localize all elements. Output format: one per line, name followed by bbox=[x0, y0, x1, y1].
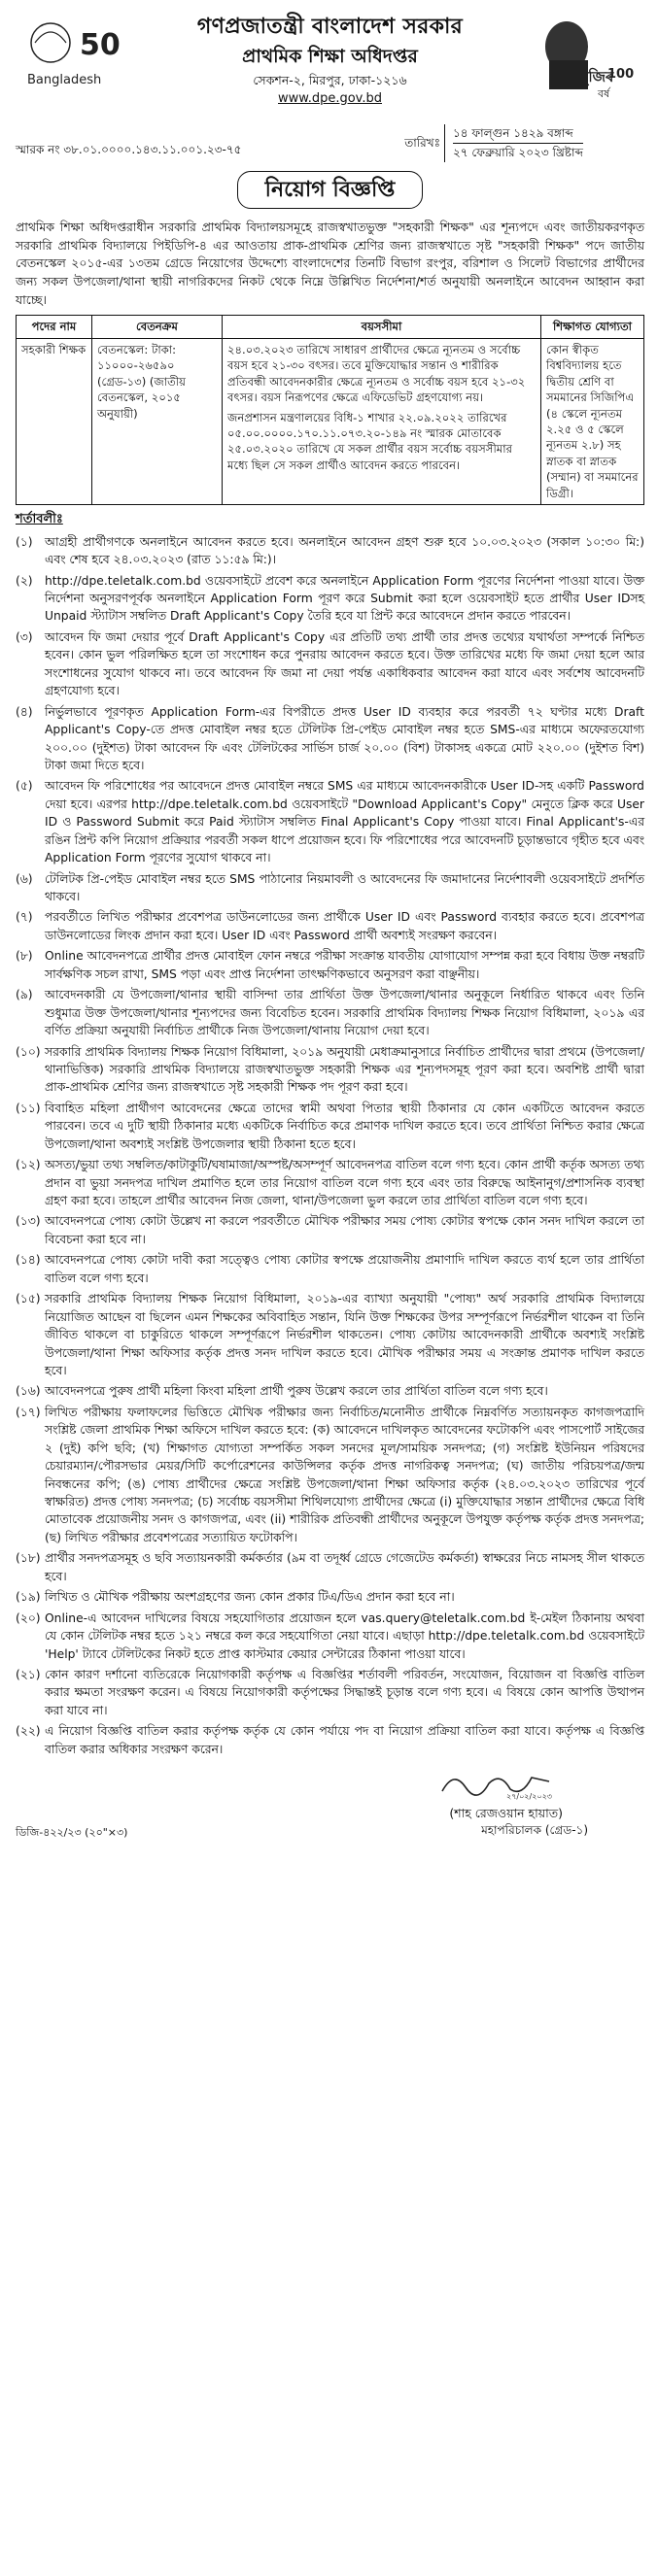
table-header: শিক্ষাগত যোগ্যতা bbox=[541, 316, 644, 338]
posts-table bbox=[16, 315, 644, 505]
condition-item bbox=[16, 1382, 644, 1400]
table-header: পদের নাম bbox=[17, 316, 92, 338]
condition-item bbox=[16, 1290, 644, 1379]
table-row bbox=[17, 338, 644, 505]
condition-text: আবেদন ফি পরিশোধের পর আবেদনে প্রদত্ত মোবাইল নম্বরে SMS এর মাধ্যমে আবেদনকারীকে User ID-সহ একটি Password দেয়া হবে। এরপর http://dpe.teletalk.com.bd ওয়েবসাইটে "Download Applicant's Copy" মেনুতে ক্লিক করে User ID ও Password Submit করে Paid স্ট্যাটাস সম্বলিত Final Applicant's Copy পাওয়া যাবে। Final Applicant's-এর রঙিন প্রিন্ট কপি নিয়োগ প্রক্রিয়ার পরবর্তী সকল ধাপে প্রয়োজন হবে। ফি পরিশোধের পরে আবেদনটি চূড়ান্তভাবে গৃহীত হবে এবং Application Form পূরণের সুযোগ থাকবে না। bbox=[45, 779, 644, 865]
condition-item bbox=[16, 1610, 644, 1663]
condition-number: (৫) bbox=[16, 779, 33, 794]
header bbox=[16, 10, 644, 124]
condition-number: (১৯) bbox=[16, 1590, 41, 1605]
pay-scale-cell: বেতনস্কেল: টাকা: ১১০০০-২৬৫৯০ (গ্রেড-১৩) (জাতীয় বেতনস্কেল, ২০১৫ অনুযায়ী) bbox=[92, 338, 223, 505]
condition-text: Online আবেদনপত্রে প্রার্থীর প্রদত্ত মোবাইল ফোন নম্বরে পরীক্ষা সংক্রান্ত যাবতীয় যোগাযোগ সম্পন্ন করা হবে বিধায় উক্ত নম্বরটি সার্বক্ষণিক সচল রাখা, SMS পড়া এবং প্রাপ্ত নির্দেশনা তাৎক্ষণিকভাবে অনুসরণ করা বাঞ্ছনীয়। bbox=[45, 949, 644, 981]
condition-number: (২১) bbox=[16, 1667, 41, 1681]
memo-number: স্মারক নং ৩৮.০১.০০০০.১৪৩.১১.০০১.২৩-৭৫ bbox=[16, 143, 242, 156]
mujib-borsho-logo-icon bbox=[526, 10, 641, 107]
dept-address: সেকশন-২, মিরপুর, ঢাকা-১২১৬ bbox=[253, 73, 407, 88]
condition-text: প্রার্থীর সনদপত্রসমূহ ও ছবি সত্যায়নকারী কর্মকর্তার (৯ম বা তদূর্ধ্ব গ্রেডে গেজেটেড কর্মকর্তা) স্বাক্ষরের নিচে নামসহ সীল থাকতে হবে। bbox=[45, 1551, 644, 1583]
condition-number: (১৪) bbox=[16, 1253, 41, 1268]
condition-number: (৭) bbox=[16, 910, 33, 925]
condition-text: কোন কারণ দর্শানো ব্যতিরেকে নিয়োগকারী কর্তৃপক্ষ এ বিজ্ঞপ্তির শর্তাবলী পরিবর্তন, সংযোজন, বিয়োজন বা বিজ্ঞপ্তি বাতিল করার ক্ষমতা সংরক্ষণ করেন। এ বিষয়ে নিয়োগকারী কর্তৃপক্ষের সিদ্ধান্তই চূড়ান্ত বলে গণ্য হবে। এ বিষয়ে কোন আপত্তি উত্থাপন করা যাবে না। bbox=[45, 1667, 644, 1717]
condition-text: নির্ভুলভাবে পূরণকৃত Application Form-এর বিপরীতে প্রদত্ত User ID ব্যবহার করে পরবর্তী ৭২ ঘণ্টার মধ্যে Draft Applicant's Copy-তে প্রদত্ত মোবাইল নম্বর হতে টেলিটক প্রি-পেইড মোবাইল নম্বর হতে SMS-এর মাধ্যমে অফেরতযোগ্য ২০০.০০ (দুইশত) টাকা আবেদন ফি এবং টেলিটকের সার্ভিস চার্জ ২০.০০ (বিশ) টাকাসহ একত্রে মোট ২২০.০০ (দুইশত বিশ) টাকা জমা দিতে হবে। bbox=[45, 704, 644, 772]
condition-text: আবেদনপত্রে পোষ্য কোটা দাবী করা সত্ত্বেও পোষ্য কোটার স্বপক্ষে প্রয়োজনীয় প্রমাণাদি দাখিল করতে ব্যর্থ হলে তার প্রার্থিতা বাতিল বলে গণ্য হবে। bbox=[45, 1253, 644, 1285]
logo-right-text: মুজিব bbox=[580, 68, 614, 85]
condition-item bbox=[16, 947, 644, 983]
condition-number: (২) bbox=[16, 573, 33, 588]
condition-item bbox=[16, 1722, 644, 1758]
date-bangla: ১৪ ফাল্গুন ১৪২৯ বঙ্গাব্দ bbox=[453, 124, 583, 144]
condition-item bbox=[16, 1212, 644, 1248]
condition-text: সরকারি প্রাথমিক বিদ্যালয় শিক্ষক নিয়োগ বিধিমালা, ২০১৯-এর ব্যাখ্যা অনুযায়ী "পোষ্য" অর্থ সরকারি প্রাথমিক বিদ্যালয়ে নিয়োজিত আছেন বা ছিলেন এমন শিক্ষকের অবিবাহিত সন্তান, যিনি উক্ত শিক্ষকের উপর সম্পূর্ণরূপে নির্ভরশীল থাকেন বা তিনি জীবিত থাকলে বা চাকুরিতে থাকলে সম্পূর্ণরূপে নির্ভরশীল থাকতেন। পোষ্য কোটায় আবেদনকারী প্রার্থীকে অবশ্যই সংশ্লিষ্ট উপজেলা/থানা শিক্ষা অফিসার কর্তৃক প্রদত্ত সনদ দাখিল করতে হবে। মৌখিক পরীক্ষার সময় এ সংক্রান্ত প্রমাণক দাখিল করতে হবে। bbox=[45, 1292, 644, 1377]
condition-number: (৯) bbox=[16, 988, 33, 1002]
table-header: বয়সসীমা bbox=[223, 316, 541, 338]
condition-number: (২০) bbox=[16, 1610, 41, 1625]
condition-number: (১৬) bbox=[16, 1384, 41, 1399]
reference-row bbox=[16, 124, 644, 167]
condition-text: সরকারি প্রাথমিক বিদ্যালয় শিক্ষক নিয়োগ বিধিমালা, ২০১৯ অনুযায়ী মেধাক্রমানুসারে নির্বাচিত প্রার্থীদের দ্বারা প্রথমে (উপজেলা/থানাভিত্তিক) সরকারি প্রাথমিক বিদ্যালয়ে রাজস্বখাতভুক্ত সহকারী শিক্ষক এর শূন্যপদসমূহ পূরণ করা হবে। অবশিষ্ট প্রার্থী দ্বারা প্রাক-প্রাথমিক শ্রেণির জন্য রাজস্বখাতে সৃষ্ট সহকারী শিক্ষক পদ পূরণ করা হবে। bbox=[45, 1044, 644, 1095]
condition-item bbox=[16, 1666, 644, 1719]
table-header: বেতনক্রম bbox=[92, 316, 223, 338]
education-cell: কোন স্বীকৃত বিশ্ববিদ্যালয় হতে দ্বিতীয় শ্রেণি বা সমমানের সিজিপিএ (৪ স্কেলে ন্যূনতম ২.২৫ ও ৫ স্কেলে ন্যূনতম ২.৮) সহ স্নাতক বা স্নাতক (সম্মান) বা সমমানের ডিগ্রী। bbox=[541, 338, 644, 505]
govt-title-block bbox=[152, 12, 508, 108]
condition-item bbox=[16, 1251, 644, 1287]
condition-item bbox=[16, 1404, 644, 1547]
signature-date: ২৭/০২/২০২৩ bbox=[506, 1792, 553, 1802]
condition-number: (১১) bbox=[16, 1101, 41, 1115]
condition-number: (১২) bbox=[16, 1158, 41, 1172]
age-limit-exception: জনপ্রশাসন মন্ত্রণালয়ের বিধি-১ শাখার ২২.০৯.২০২২ তারিখের ০৫.০০.০০০০.১৭০.১১.০৭৩.২০-১৪৯ নং স্মারক মোতাবেক ২৫.০৩.২০২০ তারিখে যে সকল প্রার্থীর বয়স সর্বোচ্চ বয়সসীমার মধ্যে ছিল সে সকল প্রার্থীও আবেদন করতে পারবেন। bbox=[227, 410, 512, 472]
condition-item bbox=[16, 986, 644, 1039]
condition-number: (৬) bbox=[16, 871, 33, 886]
condition-number: (১০) bbox=[16, 1044, 41, 1059]
signature-icon bbox=[438, 1764, 555, 1803]
condition-number: (১৭) bbox=[16, 1405, 41, 1419]
condition-item bbox=[16, 1588, 644, 1606]
condition-number: (১৩) bbox=[16, 1214, 41, 1229]
condition-text: http://dpe.teletalk.com.bd ওয়েবসাইটে প্রবেশ করে অনলাইনে Application Form পূরণের নির্দেশনা পাওয়া যাবে। উক্ত নির্দেশনা অনুসরণপূর্বক অনলাইনে Application Form পূরণ করে Submit করা হলে ওয়েবসাইট হতে প্রার্থীর User IDসহ Unpaid স্ট্যাটাস সম্বলিত Draft Applicant's Copy তৈরি হবে যা প্রিন্ট করে আবেদনে প্রদান করতে পারবেন। bbox=[45, 573, 644, 624]
condition-item bbox=[16, 1043, 644, 1097]
condition-text: বিবাহিত মহিলা প্রার্থীগণ আবেদনের ক্ষেত্রে তাদের স্বামী অথবা পিতার স্থায়ী ঠিকানার যে কোন একটিতে আবেদন করতে পারবেন। তবে এ দুটি স্থায়ী ঠিকানার মধ্যে একটিকে নির্বাচিত করে প্রমাণক দাখিল করতে হবে। তবে প্রার্থিতা নিশ্চিত করার ক্ষেত্রে উপজেলা/থানা অবশ্যই সংশ্লিষ্ট উপজেলার স্থায়ী ঠিকানা হতে হবে। bbox=[45, 1101, 644, 1151]
condition-text: এ নিয়োগ বিজ্ঞপ্তি বাতিল করার কর্তৃপক্ষ কর্তৃক যে কোন পর্যায়ে পদ বা নিয়োগ প্রক্রিয়া বাতিল করা যাবে। কর্তৃপক্ষ এ বিজ্ঞপ্তি বাতিল করার অধিকার সংরক্ষণ করেন। bbox=[45, 1724, 644, 1756]
condition-number: (২২) bbox=[16, 1724, 41, 1739]
condition-item bbox=[16, 1549, 644, 1585]
dept-name: প্রাথমিক শিক্ষা অধিদপ্তর bbox=[242, 46, 418, 68]
condition-text: লিখিত ও মৌখিক পরীক্ষায় অংশগ্রহণের জন্য কোন প্রকার টিএ/ডিএ প্রদান করা হবে না। bbox=[45, 1590, 455, 1605]
condition-number: (১৮) bbox=[16, 1551, 41, 1566]
post-name-cell: সহকারী শিক্ষক bbox=[17, 338, 92, 505]
age-limit-general: ২৪.০৩.২০২৩ তারিখে সাধারণ প্রার্থীদের ক্ষেত্রে ন্যূনতম ও সর্বোচ্চ বয়স হবে ২১-৩০ বৎসর। তবে মুক্তিযোদ্ধার সন্তান ও শারীরিক প্রতিবন্ধী আবেদনকারীর ক্ষেত্রে ন্যূনতম ও সর্বোচ্চ বয়স হবে ২১-৩২ বৎসর। বয়স নিরূপণের ক্ষেত্রে এফিডেভিট গ্রহণযোগ্য নয়। bbox=[227, 342, 526, 405]
dept-website-link[interactable]: www.dpe.gov.bd bbox=[278, 90, 382, 106]
bangladesh-50-logo-icon bbox=[21, 14, 126, 91]
logo-number: 50 bbox=[80, 28, 121, 62]
date-box bbox=[399, 124, 642, 162]
condition-item bbox=[16, 1156, 644, 1209]
conditions-heading: শর্তাবলীঃ bbox=[16, 512, 63, 527]
signature-block bbox=[16, 1764, 644, 1840]
logo-text: Bangladesh bbox=[27, 73, 102, 87]
signatory-designation: মহাপরিচালক (গ্রেড-১) bbox=[481, 1823, 588, 1838]
gov-title: গণপ্রজাতন্ত্রী বাংলাদেশ সরকার bbox=[196, 15, 464, 39]
condition-item bbox=[16, 908, 644, 944]
condition-text: আবেদনপত্রে পোষ্য কোটা উল্লেখ না করলে পরবর্তীতে মৌখিক পরীক্ষার সময় পোষ্য কোটার স্বপক্ষে কোন সনদ দাখিল করলে তা বিবেচনা করা হবে না। bbox=[45, 1214, 644, 1246]
condition-text: Online-এ আবেদন দাখিলের বিষয়ে সহযোগিতার প্রয়োজন হলে vas.query@teletalk.com.bd ই-মেইল ঠিকানায় অথবা যে কোন টেলিটক নম্বর হতে ১২১ নম্বরে কল করে সহযোগিতা নেয়া যাবে। এছাড়া http://dpe.teletalk.com.bd ওয়েবসাইটে 'Help' ট্যাবে টেলিটকের নিকট হতে প্রাপ্ত কাস্টমার কেয়ার সেন্টারের ঠিকানা পাওয়া যাবে। bbox=[45, 1610, 645, 1661]
logo-right-number: 100 bbox=[607, 67, 635, 82]
condition-item bbox=[16, 777, 644, 866]
intro-paragraph: প্রাথমিক শিক্ষা অধিদপ্তরাধীন সরকারি প্রাথমিক বিদ্যালয়সমূহে রাজস্বখাতভুক্ত "সহকারী শিক্ষক" এর শূন্যপদে এবং জাতীয়করণকৃত সরকারি প্রাথমিক বিদ্যালয়ে পিইডিপি-৪ এর আওতায় প্রাক-প্রাথমিক শ্রেণির জন্য রাজস্বখাতে সৃষ্ট "সহকারী শিক্ষক" পদে জাতীয় বেতনস্কেল ২০১৫-এর ১৩তম গ্রেডে নিয়োগের উদ্দেশ্যে বাংলাদেশের তিনটি বিভাগ রংপুর, বরিশাল ও সিলেট বিভাগের প্রার্থীদের জন্য সকল উপজেলা/থানা স্থায়ী নাগরিকদের নিকট থেকে নিম্নে উল্লিখিত নির্দেশনা/শর্ত অনুযায়ী অনলাইনে আবেদন আহ্বান করা যাচ্ছে। bbox=[16, 220, 644, 307]
condition-text: আবেদন ফি জমা দেয়ার পূর্বে Draft Applicant's Copy এর প্রতিটি তথ্য প্রার্থী তার প্রদত্ত তথ্যের যথার্থতা সম্পর্কে নিশ্চিত হবেন। কোন ভুল পরিলক্ষিত হলে তা সংশোধন করে পুনরায় আবেদন করতে হবে। উক্ত তারিখের মধ্যে ফি জমা দেয়া হলে আর সংশোধনের সুযোগ থাকবে না। তবে আবেদন ফি জমা না দেয়া পর্যন্ত একাধিকবার আবেদন করা যাবে এবং সর্বশেষ আবেদনটি গ্রহণযোগ্য হবে। bbox=[45, 629, 644, 698]
condition-text: অসত্য/ভুয়া তথ্য সম্বলিত/কাটাকুটি/ঘষামাজা/অস্পষ্ট/অসম্পূর্ণ আবেদনপত্র বাতিল বলে গণ্য হবে। কোন প্রার্থী কর্তৃক অসত্য তথ্য প্রদান বা ভুয়া সনদপত্র দাখিল প্রমাণিত হলে তার নিয়োগ বাতিল বলে গণ্য হবে এবং তার বিরুদ্ধে আইনানুগ/প্রশাসনিক ব্যবস্থা গ্রহণ করা হবে। তাহলে প্রার্থীর আবেদন নিজ জেলা, থানা/উপজেলা ভুল করলে তার প্রার্থিতা বাতিল বলে গণ্য হবে। bbox=[45, 1158, 644, 1208]
age-limit-cell bbox=[223, 338, 541, 505]
page-title: নিয়োগ বিজ্ঞপ্তি bbox=[237, 171, 424, 209]
condition-text: আবেদনপত্রে পুরুষ প্রার্থী মহিলা কিংবা মহিলা প্রার্থী পুরুষ উল্লেখ করলে তার প্রার্থিতা বাতিল বলে গণ্য হবে। bbox=[45, 1384, 548, 1399]
condition-item bbox=[16, 572, 644, 626]
date-english: ২৭ ফেব্রুয়ারি ২০২৩ খ্রিষ্টাব্দ bbox=[453, 146, 583, 160]
condition-text: লিখিত পরীক্ষায় ফলাফলের ভিত্তিতে মৌখিক পরীক্ষার জন্য নির্বাচিত/মনোনীত প্রার্থীকে নিম্নবর্ণিত সত্যায়নকৃত কাগজপত্রাদি সংশ্লিষ্ট জেলা প্রাথমিক শিক্ষা অফিসে দাখিল করতে হবে: (ক) আবেদনে দাখিলকৃত আবেদনের ফটোকপি এবং পাসপোর্ট সাইজের ২ (দুই) কপি ছবি; (খ) শিক্ষাগত যোগ্যতা সম্পর্কিত সকল সনদের মূল/সাময়িক সনদপত্র; (গ) সংশ্লিষ্ট ইউনিয়ন পরিষদের চেয়ারম্যান/পৌরসভার মেয়র/সিটি কর্পোরেশনের কাউন্সিলর কর্তৃক প্রদত্ত নাগরিকত্ব সনদপত্র; (ঘ) জাতীয় পরিচয়পত্র/জন্ম নিবন্ধনের কপি; (ঙ) পোষ্য প্রার্থীদের ক্ষেত্রে সংশ্লিষ্ট উপজেলা/থানা শিক্ষা অফিসার কর্তৃক (২৪.০৩.২০২৩ তারিখের পূর্বে স্বাক্ষরিত) প্রদত্ত পোষ্য সনদপত্র; (চ) সর্বোচ্চ বয়সসীমা শিথিলযোগ্য প্রার্থীদের ক্ষেত্রে (i) মুক্তিযোদ্ধার সন্তান প্রার্থীদের ক্ষেত্রে বিধি মোতাবেক প্রয়োজনীয় সনদ ও কাগজপত্র, এবং (ii) শারীরিক প্রতিবন্ধী প্রার্থীদের অনুকূলে উপযুক্ত কর্তৃপক্ষ কর্তৃক প্রদত্ত সনদপত্র; (ছ) লিখিত পরীক্ষার প্রবেশপত্রের সত্যায়িত ফটোকপি। bbox=[45, 1405, 644, 1544]
condition-number: (৩) bbox=[16, 629, 33, 644]
footer-code: ডিজি-৪২২/২৩ (২০"×৩) bbox=[16, 1825, 128, 1839]
condition-item bbox=[16, 533, 644, 569]
condition-text: আগ্রহী প্রার্থীগণকে অনলাইনে আবেদন করতে হবে। অনলাইনে আবেদন গ্রহণ শুরু হবে ১০.০৩.২০২৩ (সকাল ১০:৩০ মি:) এবং শেষ হবে ২৪.০৩.২০২৩ (রাত ১১:৫৯ মি:)। bbox=[45, 534, 644, 567]
condition-text: পরবর্তীতে লিখিত পরীক্ষার প্রবেশপত্র ডাউনলোডের জন্য প্রার্থীকে User ID এবং Password ব্যবহার করতে হবে। প্রবেশপত্র ডাউনলোডের লিংক প্রদান করা হবে। User ID এবং Password প্রার্থী অবশ্যই সংরক্ষণ করবেন। bbox=[45, 910, 644, 942]
condition-text: আবেদনকারী যে উপজেলা/থানার স্থায়ী বাসিন্দা তার প্রার্থিতা উক্ত উপজেলা/থানার অনুকূলে নির্ধারিত থাকবে এবং তিনি শুধুমাত্র উক্ত উপজেলা/থানার শূন্যপদের জন্য বিবেচিত হবেন। সরকারি প্রাথমিক বিদ্যালয় শিক্ষক নিয়োগ বিধিমালা, ২০১৯ এর বর্ণিত প্রক্রিয়া অনুযায়ী নির্বাচিত প্রার্থীকে নিজ উপজেলা/থানায় নিয়োগ দেয়া হবে। bbox=[45, 988, 644, 1038]
condition-number: (১৫) bbox=[16, 1292, 41, 1306]
condition-text: টেলিটক প্রি-পেইড মোবাইল নম্বর হতে SMS পাঠানোর নিয়মাবলী ও আবেদনের ফি জমাদানের নির্দেশাবলী ওয়েবসাইটে প্রদর্শিত থাকবে। bbox=[45, 871, 644, 904]
table-header-row bbox=[17, 316, 644, 338]
logo-right-sub: বর্ষ bbox=[598, 87, 610, 100]
condition-number: (৪) bbox=[16, 704, 33, 719]
signatory-name: (শাহ রেজওয়ান হায়াত) bbox=[449, 1806, 563, 1821]
date-label: তারিখঃ bbox=[404, 136, 440, 151]
condition-number: (৮) bbox=[16, 949, 33, 964]
condition-item bbox=[16, 703, 644, 775]
condition-number: (১) bbox=[16, 534, 33, 549]
condition-item bbox=[16, 870, 644, 906]
conditions-list bbox=[16, 533, 644, 1758]
condition-item bbox=[16, 1100, 644, 1153]
condition-item bbox=[16, 628, 644, 700]
